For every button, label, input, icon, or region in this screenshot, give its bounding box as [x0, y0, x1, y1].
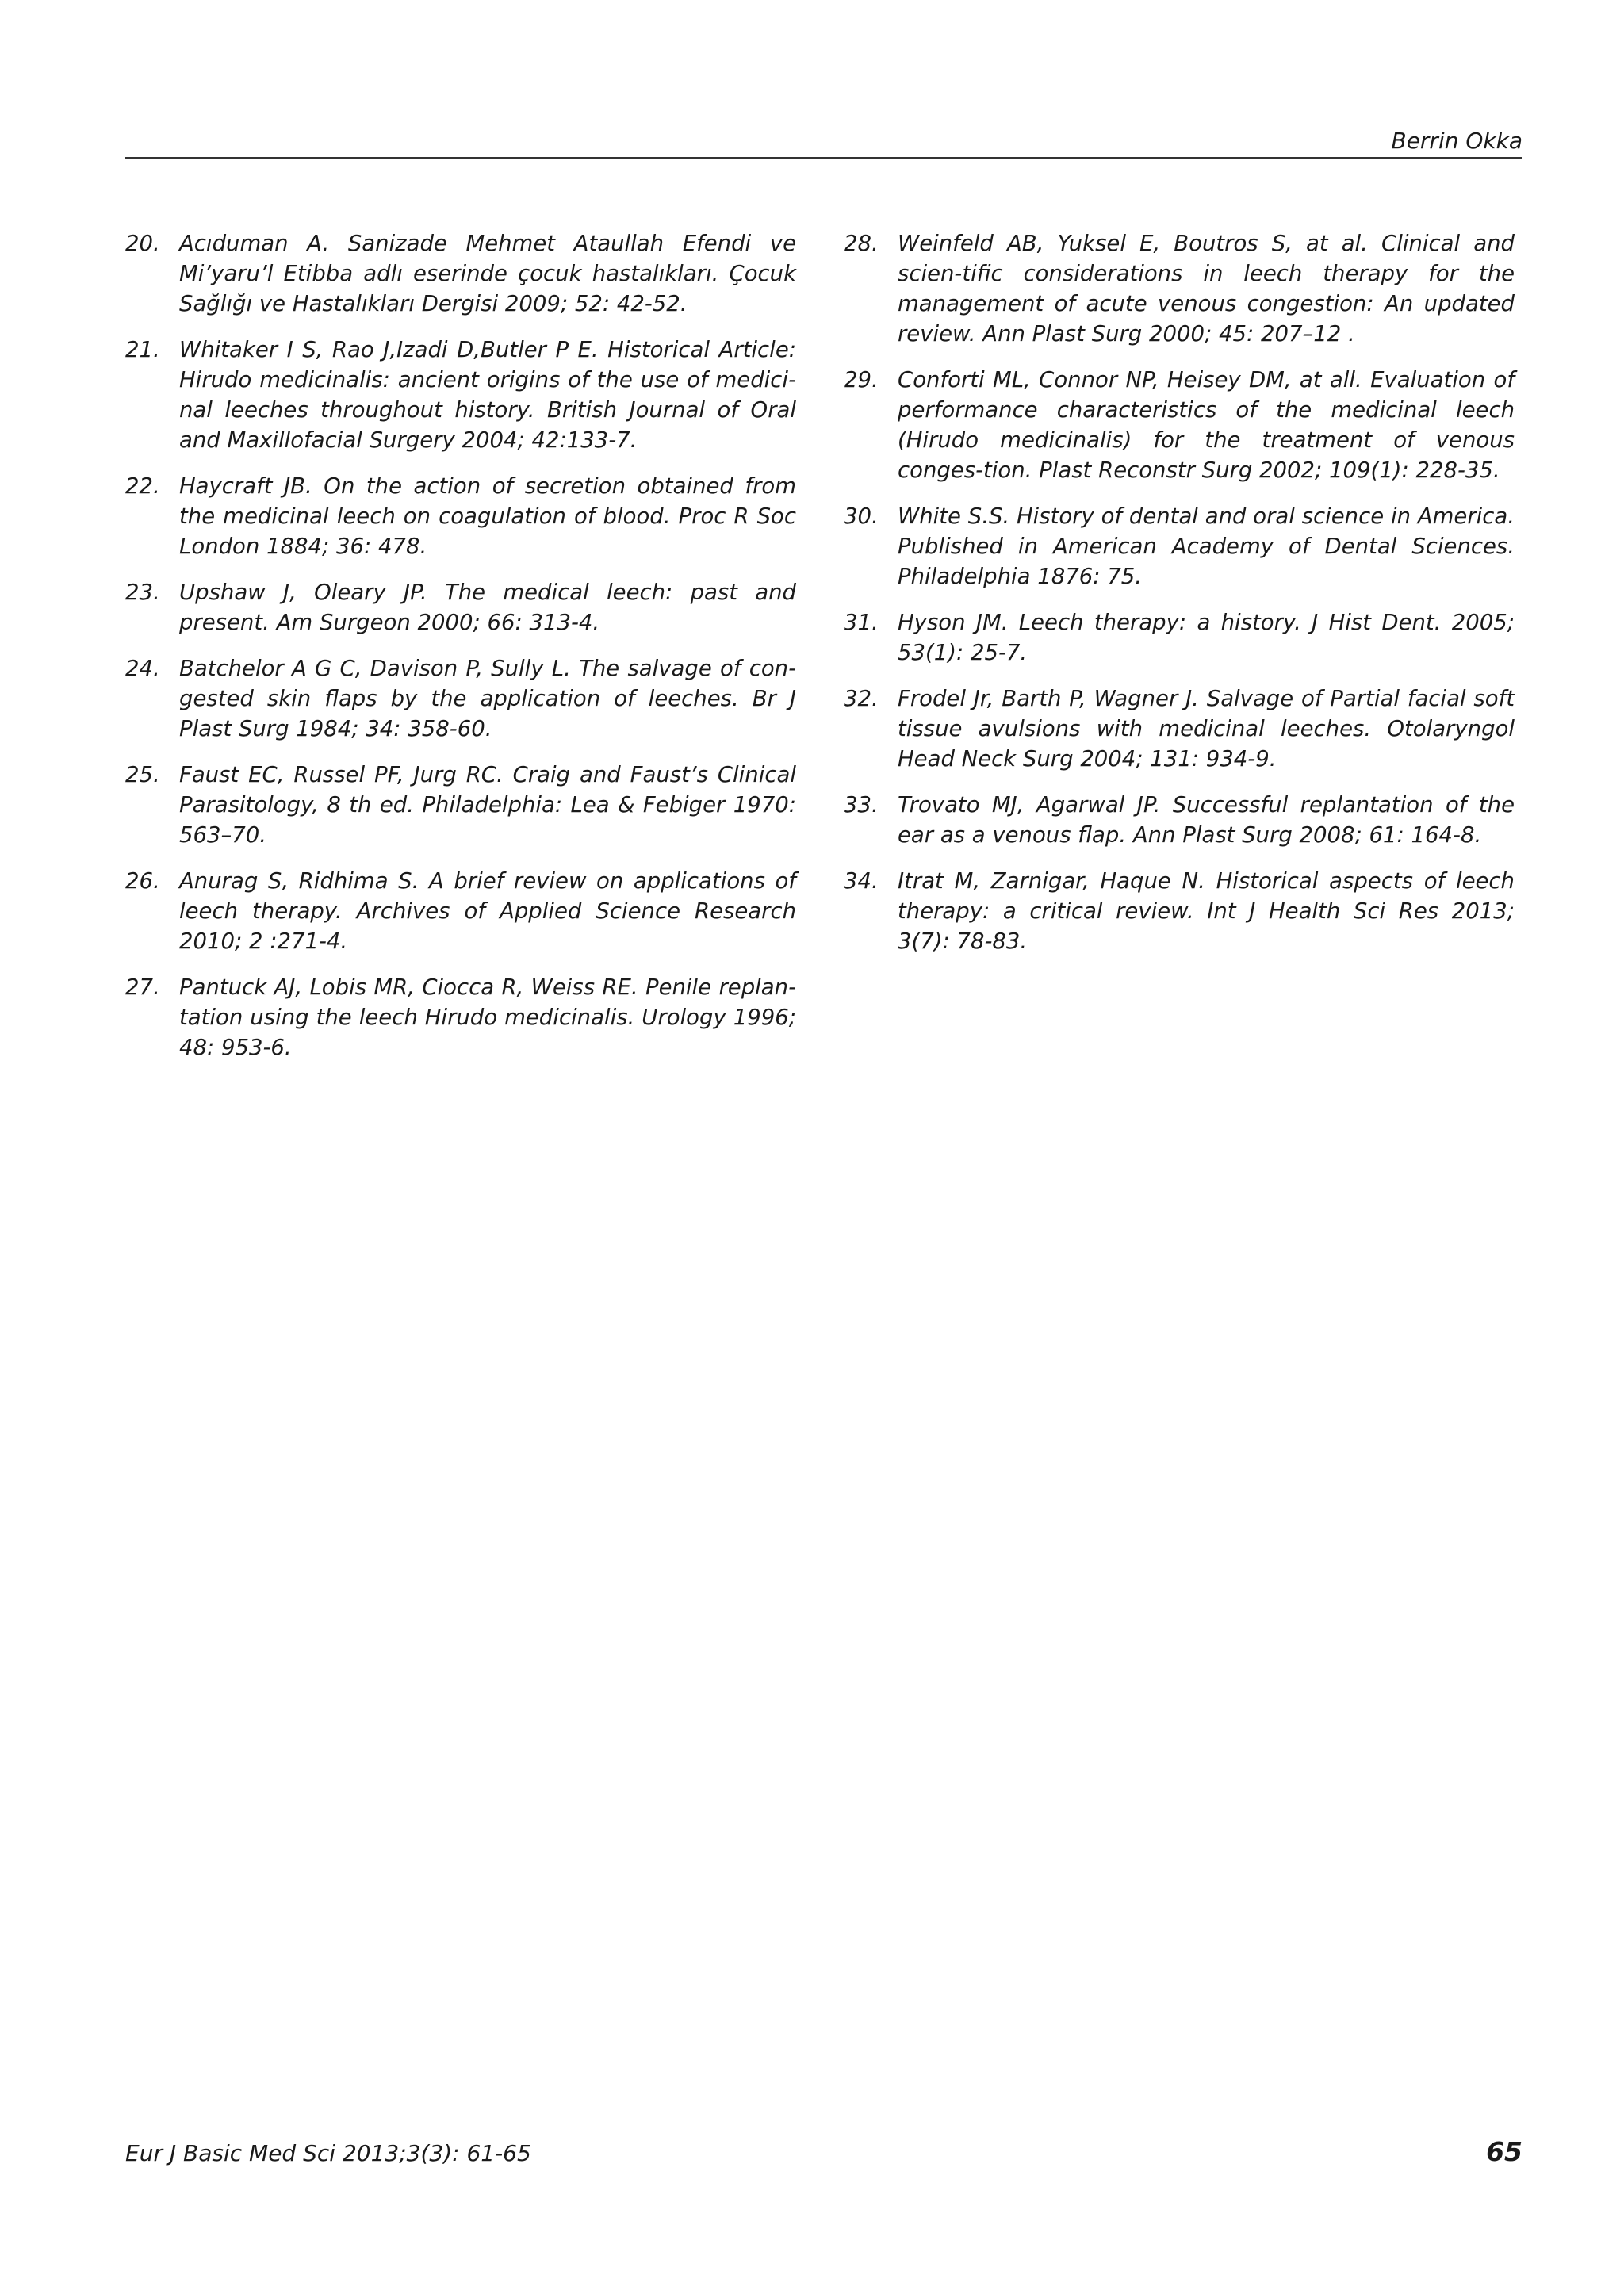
reference-number: 29.	[844, 367, 879, 393]
reference-text: Conforti ML, Connor NP, Heisey DM, at all. Evaluation of performance characteristics of the medicinal leech (Hirudo medicinalis) for the treatment of venous conges-tion. Plast Reconstr Surg 2002; 109(1): 228-35.	[898, 367, 1515, 483]
reference-number: 23.	[125, 580, 160, 605]
reference-item	[844, 365, 1515, 485]
reference-text: Trovato MJ, Agarwal JP. Successful replantation of the ear as a venous flap. Ann Plast Surg 2008; 61: 164-8.	[898, 792, 1515, 848]
reference-text: Haycraft JB. On the action of secretion obtained from the medicinal leech on coagulation of blood. Proc R Soc London 1884; 36: 478.	[179, 473, 796, 559]
page-number: 65	[1486, 2136, 1522, 2167]
reference-item	[844, 684, 1515, 774]
reference-text: Whitaker I S, Rao J,Izadi D,Butler P E. Historical Article: Hirudo medicinalis: ancient origins of the use of medici-nal leeches throughout history. British Journal of Oral and Maxillofacial Surgery 2004; 42:133-7.	[179, 337, 796, 453]
footer-journal-citation: Eur J Basic Med Sci 2013;3(3): 61-65	[125, 2140, 531, 2166]
reference-number: 22.	[125, 473, 160, 499]
reference-text: Batchelor A G C, Davison P, Sully L. The salvage of con-gested skin flaps by the application of leeches. Br J Plast Surg 1984; 34: 358-60.	[179, 656, 796, 741]
reference-text: Upshaw J, Oleary JP. The medical leech: past and present. Am Surgeon 2000; 66: 313-4.	[179, 580, 796, 635]
references-left-column	[125, 228, 796, 1078]
reference-number: 31.	[844, 610, 879, 635]
reference-text: Pantuck AJ, Lobis MR, Ciocca R, Weiss RE. Penile replan-tation using the leech Hirudo medicinalis. Urology 1996; 48: 953-6.	[179, 975, 796, 1060]
reference-number: 20.	[125, 231, 160, 256]
references-right-column	[844, 228, 1515, 972]
reference-text: Faust EC, Russel PF, Jurg RC. Craig and Faust’s Clinical Parasitology, 8 th ed. Philadelphia: Lea & Febiger 1970: 563–70.	[179, 762, 796, 848]
reference-number: 33.	[844, 792, 879, 818]
reference-text: Itrat M, Zarnigar, Haque N. Historical aspects of leech therapy: a critical review. Int J Health Sci Res 2013; 3(7): 78-83.	[898, 868, 1515, 954]
reference-text: Weinfeld AB, Yuksel E, Boutros S, at al. Clinical and scien-tific considerations in leech therapy for the management of acute venous congestion: An updated review. Ann Plast Surg 2000; 45: 207–12 .	[898, 231, 1515, 347]
reference-number: 24.	[125, 656, 160, 681]
reference-text: Acıduman A. Sanizade Mehmet Ataullah Efendi ve Mi’yaru’l Etibba adlı eserinde çocuk hastalıkları. Çocuk Sağlığı ve Hastalıkları Dergisi 2009; 52: 42-52.	[179, 231, 796, 316]
reference-number: 32.	[844, 686, 879, 711]
reference-item	[844, 866, 1515, 956]
reference-text: Anurag S, Ridhima S. A brief review on applications of leech therapy. Archives of Applied Science Research 2010; 2 :271-4.	[179, 868, 796, 954]
reference-item	[125, 577, 796, 638]
reference-item	[125, 972, 796, 1063]
reference-item	[844, 501, 1515, 592]
reference-item	[844, 607, 1515, 668]
reference-number: 28.	[844, 231, 879, 256]
reference-item	[844, 228, 1515, 349]
reference-item	[125, 228, 796, 319]
running-header-author: Berrin Okka	[1391, 128, 1522, 154]
reference-text: Hyson JM. Leech therapy: a history. J Hist Dent. 2005; 53(1): 25-7.	[898, 610, 1515, 665]
reference-item	[125, 866, 796, 956]
reference-number: 25.	[125, 762, 160, 787]
reference-item	[125, 653, 796, 744]
reference-number: 27.	[125, 975, 160, 1000]
reference-text: White S.S. History of dental and oral science in America. Published in American Academy of Dental Sciences. Philadelphia 1876: 75.	[898, 504, 1515, 589]
reference-number: 34.	[844, 868, 879, 894]
reference-text: Frodel Jr, Barth P, Wagner J. Salvage of Partial facial soft tissue avulsions with medicinal leeches. Otolaryngol Head Neck Surg 2004; 131: 934-9.	[898, 686, 1515, 772]
reference-number: 21.	[125, 337, 160, 362]
reference-number: 26.	[125, 868, 160, 894]
reference-item	[844, 790, 1515, 850]
reference-item	[125, 760, 796, 850]
header-divider	[125, 157, 1522, 159]
reference-item	[125, 471, 796, 561]
reference-number: 30.	[844, 504, 879, 529]
reference-item	[125, 335, 796, 455]
